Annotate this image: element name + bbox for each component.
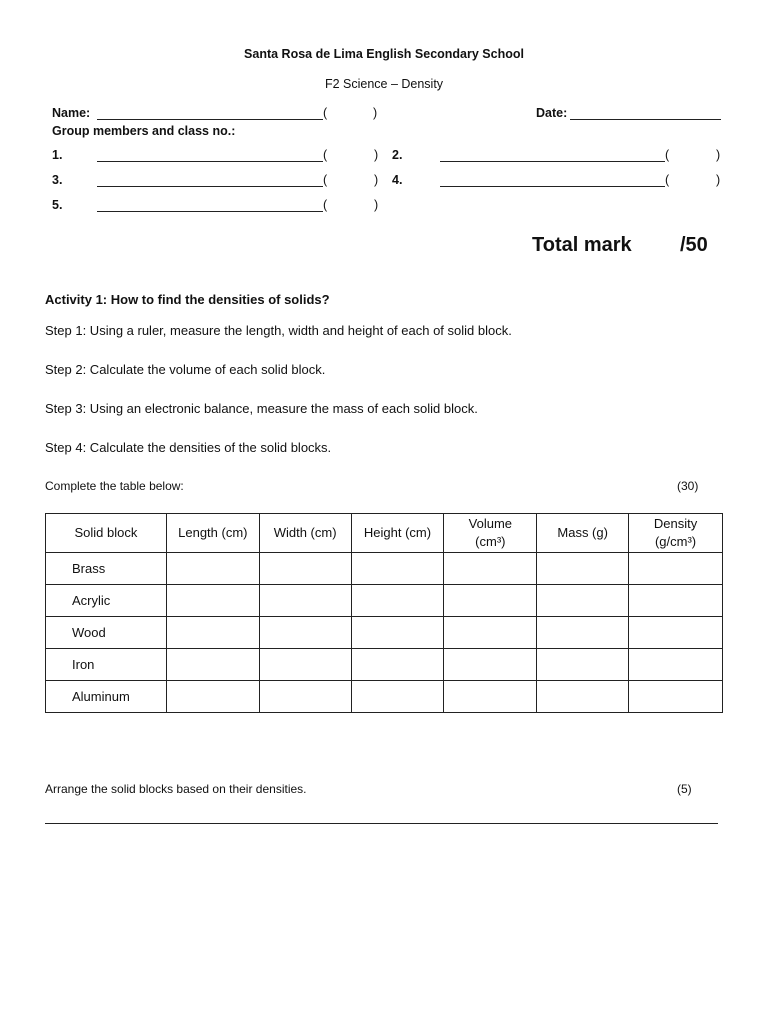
member-open-paren-1: ( [323, 148, 328, 162]
name-label: Name: [52, 106, 91, 120]
table-cell[interactable] [166, 681, 259, 713]
member-close-paren-2: ) [716, 148, 721, 162]
table-row [46, 617, 723, 649]
table-cell[interactable] [444, 585, 537, 617]
header-volume [444, 514, 537, 553]
table-cell[interactable] [629, 617, 723, 649]
step-2: Step 2: Calculate the volume of each solid block. [45, 362, 326, 377]
table-cell[interactable] [166, 585, 259, 617]
table-row [46, 553, 723, 585]
arrange-answer-line[interactable] [45, 823, 718, 824]
table-cell[interactable] [259, 553, 351, 585]
header-density [629, 514, 723, 553]
header-width: Width (cm) [259, 514, 351, 553]
member-line-2[interactable] [440, 161, 665, 162]
table-cell[interactable] [351, 553, 444, 585]
member-close-paren-1: ) [374, 148, 379, 162]
table-cell[interactable] [166, 649, 259, 681]
table-cell[interactable] [537, 585, 629, 617]
table-cell[interactable] [537, 617, 629, 649]
worksheet-subtitle: F2 Science – Density [324, 77, 444, 91]
step-3: Step 3: Using an electronic balance, measure the mass of each solid block. [45, 401, 478, 416]
table-cell[interactable] [351, 585, 444, 617]
step-4: Step 4: Calculate the densities of the solid blocks. [45, 440, 332, 455]
table-cell[interactable] [259, 617, 351, 649]
step-1: Step 1: Using a ruler, measure the length, width and height of each of solid block. [45, 323, 512, 338]
table-cell[interactable] [444, 617, 537, 649]
name-line[interactable] [97, 119, 323, 120]
table-cell[interactable] [629, 585, 723, 617]
header-volume-unit: (cm³) [475, 534, 506, 549]
name-open-paren: ( [323, 106, 328, 120]
member-number-1: 1. [52, 148, 63, 162]
row-label-brass: Brass [46, 553, 167, 585]
table-cell[interactable] [444, 649, 537, 681]
header-height: Height (cm) [351, 514, 444, 553]
table-cell[interactable] [537, 553, 629, 585]
table-row [46, 681, 723, 713]
header-density-unit: (g/cm³) [654, 534, 697, 549]
member-line-5[interactable] [97, 211, 323, 212]
table-cell[interactable] [629, 553, 723, 585]
header-solid-block: Solid block [46, 514, 167, 553]
table-cell[interactable] [444, 681, 537, 713]
arrange-marks: (5) [677, 782, 692, 796]
header-density-label: Density [653, 516, 698, 531]
table-cell[interactable] [444, 553, 537, 585]
member-open-paren-5: ( [323, 198, 328, 212]
density-table [45, 513, 723, 713]
table-cell[interactable] [351, 649, 444, 681]
member-open-paren-4: ( [665, 173, 670, 187]
table-marks: (30) [677, 479, 699, 493]
member-number-5: 5. [52, 198, 63, 212]
member-line-1[interactable] [97, 161, 323, 162]
date-line[interactable] [570, 119, 721, 120]
header-mass: Mass (g) [537, 514, 629, 553]
table-row [46, 585, 723, 617]
date-label: Date: [536, 106, 568, 120]
table-cell[interactable] [629, 649, 723, 681]
table-row [46, 649, 723, 681]
row-label-iron: Iron [46, 649, 167, 681]
table-cell[interactable] [629, 681, 723, 713]
table-cell[interactable] [537, 649, 629, 681]
member-close-paren-4: ) [716, 173, 721, 187]
member-number-4: 4. [392, 173, 403, 187]
table-cell[interactable] [259, 585, 351, 617]
member-close-paren-3: ) [374, 173, 379, 187]
arrange-instruction: Arrange the solid blocks based on their densities. [45, 782, 307, 796]
table-cell[interactable] [537, 681, 629, 713]
table-cell[interactable] [259, 649, 351, 681]
table-instruction: Complete the table below: [45, 479, 184, 493]
member-line-3[interactable] [97, 186, 323, 187]
total-mark-out-of: /50 [680, 234, 708, 256]
member-line-4[interactable] [440, 186, 665, 187]
table-cell[interactable] [351, 617, 444, 649]
row-label-aluminum: Aluminum [46, 681, 167, 713]
table-cell[interactable] [166, 617, 259, 649]
name-close-paren: ) [373, 106, 378, 120]
group-members-label: Group members and class no.: [52, 124, 236, 138]
table-header-row [46, 514, 723, 553]
table-cell[interactable] [259, 681, 351, 713]
school-name: Santa Rosa de Lima English Secondary School [244, 47, 524, 61]
table-cell[interactable] [166, 553, 259, 585]
activity-title: Activity 1: How to find the densities of solids? [45, 292, 330, 307]
member-close-paren-5: ) [374, 198, 379, 212]
row-label-acrylic: Acrylic [46, 585, 167, 617]
header-volume-label: Volume [468, 516, 513, 531]
member-open-paren-2: ( [665, 148, 670, 162]
member-number-2: 2. [392, 148, 403, 162]
row-label-wood: Wood [46, 617, 167, 649]
header-length: Length (cm) [166, 514, 259, 553]
member-open-paren-3: ( [323, 173, 328, 187]
table-cell[interactable] [351, 681, 444, 713]
total-mark-label: Total mark [532, 234, 632, 256]
member-number-3: 3. [52, 173, 63, 187]
